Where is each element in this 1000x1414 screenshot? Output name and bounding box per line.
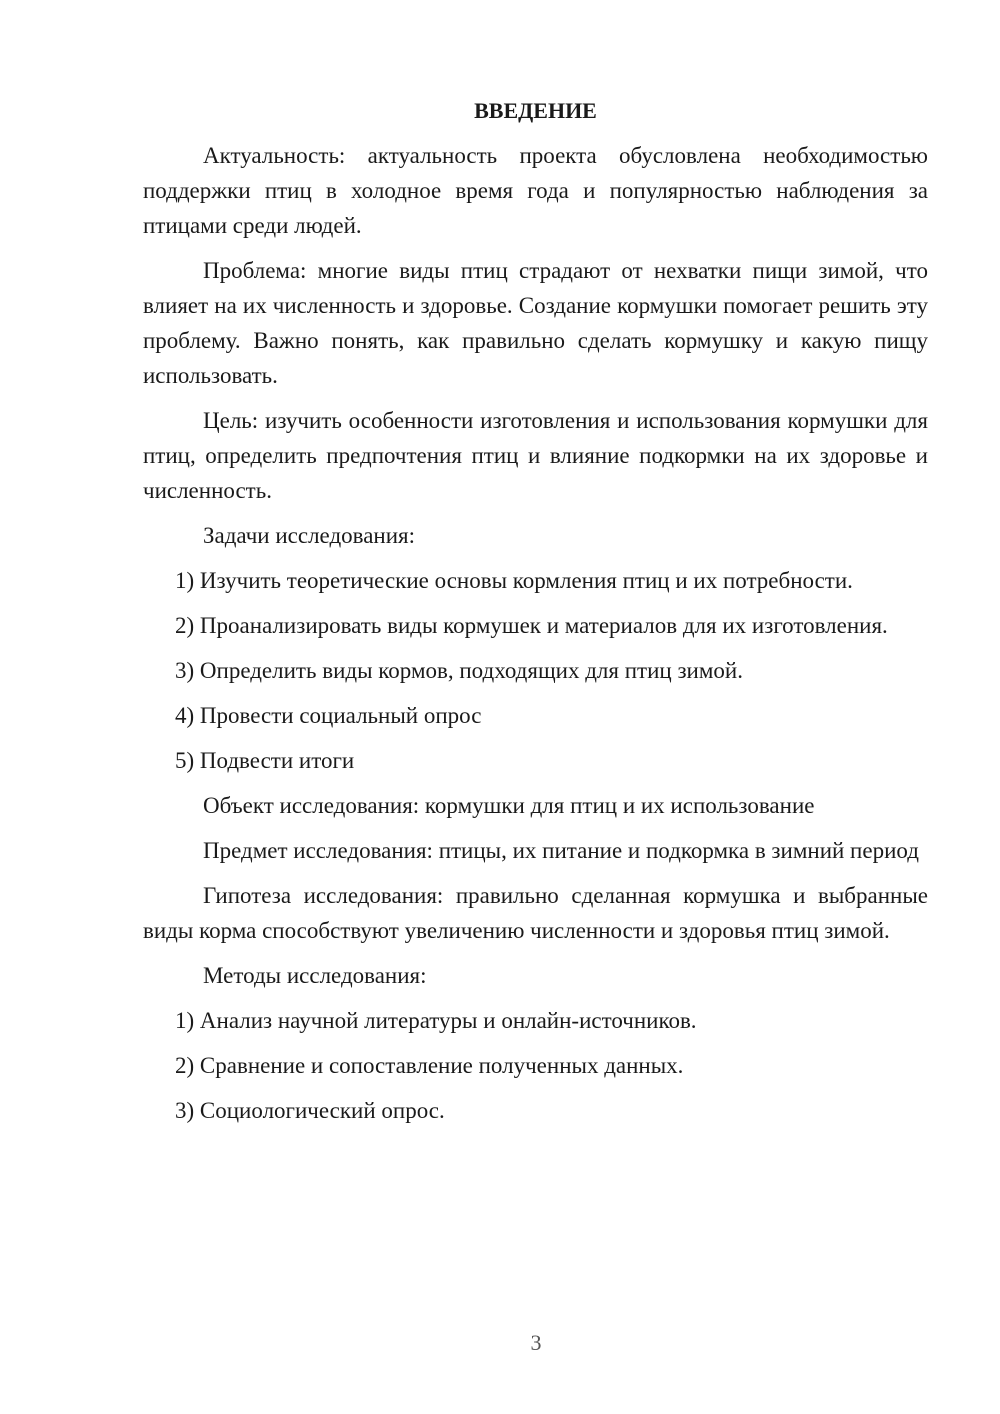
methods-heading: Методы исследования:: [203, 963, 427, 988]
task-item: 3) Определить виды кормов, подходящих для птиц зимой.: [175, 658, 743, 683]
object-paragraph: Объект исследования: кормушки для птиц и их использование: [203, 793, 815, 818]
task-item: 2) Проанализировать виды кормушек и материалов для их изготовления.: [175, 613, 888, 638]
subject-paragraph: Предмет исследования: птицы, их питание и подкормка в зимний период: [203, 838, 919, 863]
method-item: 2) Сравнение и сопоставление полученных данных.: [175, 1053, 684, 1078]
goal-paragraph: Цель: изучить особенности изготовления и использования кормушки для птиц, определить предпочтения птиц и влияние подкормки на их здоровье и численность.: [143, 408, 928, 503]
method-item: 3) Социологический опрос.: [175, 1098, 445, 1123]
relevance-paragraph: Актуальность: актуальность проекта обусловлена необходимостью поддержки птиц в холодное время года и популярностью наблюдения за птицами среди людей.: [143, 143, 928, 238]
task-item: 4) Провести социальный опрос: [175, 703, 482, 728]
problem-paragraph: Проблема: многие виды птиц страдают от нехватки пищи зимой, что влияет на их численность и здоровье. Создание кормушки помогает решить эту проблему. Важно понять, как правильно сделать кормушку и какую пищу использовать.: [143, 258, 928, 388]
hypothesis-paragraph: Гипотеза исследования: правильно сделанная кормушка и выбранные виды корма способствуют увеличению численности и здоровья птиц зимой.: [143, 883, 928, 943]
method-item: 1) Анализ научной литературы и онлайн-источников.: [175, 1008, 697, 1033]
task-item: 5) Подвести итоги: [175, 748, 355, 773]
page-content: [143, 93, 928, 1138]
page-title: ВВЕДЕНИЕ: [474, 98, 597, 123]
page-number: 3: [530, 1330, 542, 1355]
task-item: 1) Изучить теоретические основы кормления птиц и их потребности.: [175, 568, 853, 593]
tasks-heading: Задачи исследования:: [203, 523, 416, 548]
